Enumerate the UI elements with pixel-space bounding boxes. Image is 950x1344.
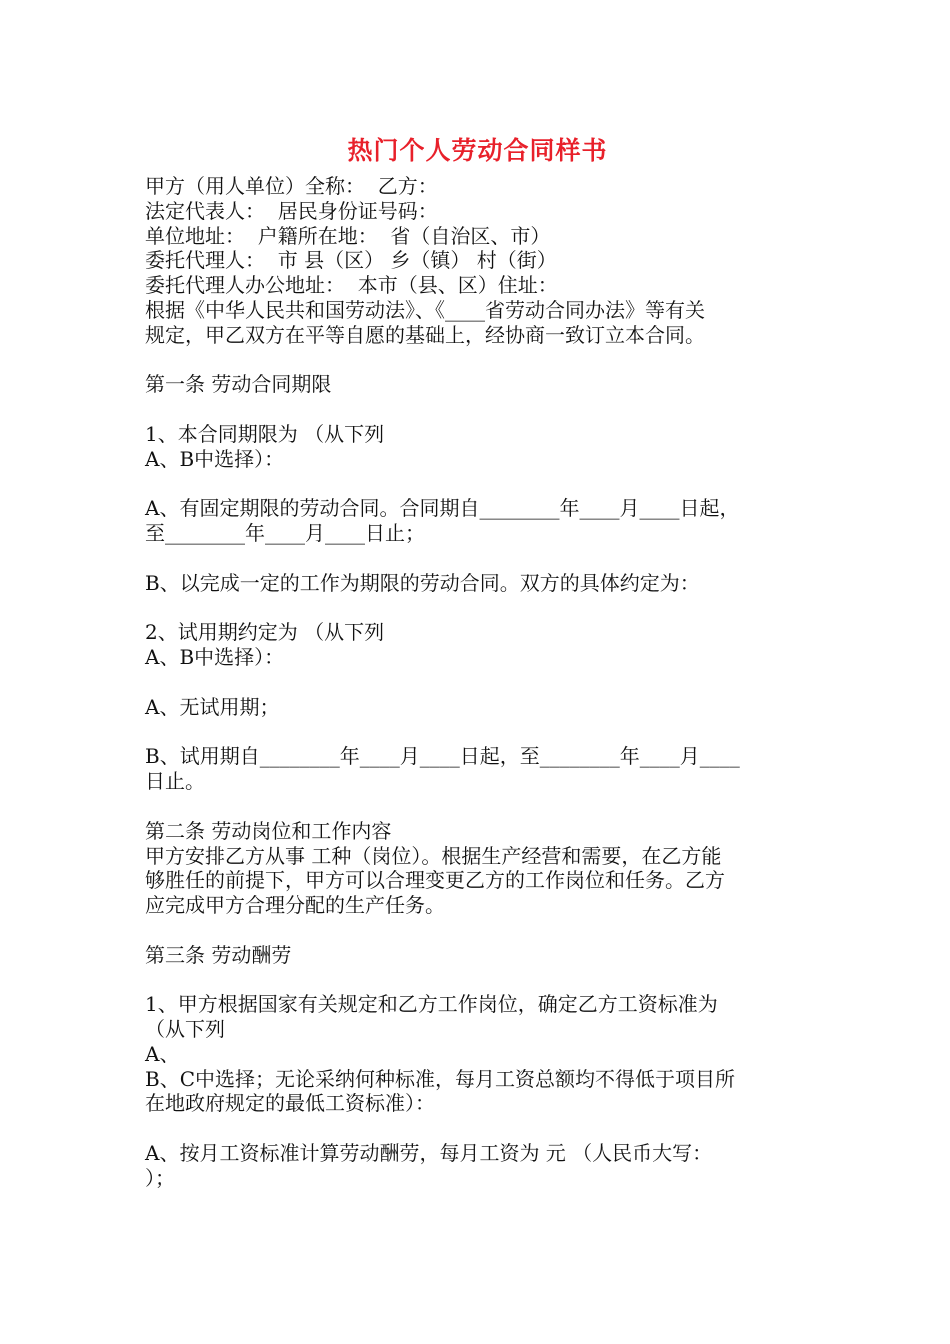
text-line: 1、甲方根据国家有关规定和乙方工作岗位，确定乙方工资标准为 [145,992,718,1017]
text-line: 根据《中华人民共和国劳动法》、《____省劳动合同办法》等有关 [145,297,705,322]
text-line: B、以完成一定的工作为期限的劳动合同。双方的具体约定为： [145,570,700,595]
blank-line [145,968,810,993]
text-line: A、有固定期限的劳动合同。合同期自________年____月____日起， [145,496,740,521]
text-line: 法定代表人： 居民身份证号码： [145,198,438,223]
blank-line [145,472,810,497]
blank-line [145,794,810,819]
text-line: 委托代理人： 市 县（区） 乡（镇） 村（街） [145,248,557,273]
text-line: 2、试用期约定为 （从下列 [145,620,385,645]
text-line: 委托代理人办公地址： 本市（县、区）住址： [145,273,558,298]
text-line: 1、本合同期限为 （从下列 [145,421,385,446]
text-line: A、按月工资标准计算劳动酬劳，每月工资为 元 （人民币大写： [145,1141,713,1166]
text-line: 甲方安排乙方从事 工种（岗位）。根据生产经营和需要，在乙方能 [145,843,722,868]
text-line: 单位地址： 户籍所在地： 省（自治区、市） [145,223,551,248]
text-line: 应完成甲方合理分配的生产任务。 [145,893,445,918]
document-title: 热门个人劳动合同样书 [347,136,608,165]
text-line: 第一条 劳动合同期限 [145,372,332,397]
blank-line [145,397,810,422]
text-line: 在地政府规定的最低工资标准）： [145,1091,435,1116]
text-line: 日止。 [145,769,205,794]
text-line: A、 [145,1041,180,1066]
text-line: A、无试用期； [145,694,280,719]
text-line: A、B中选择）： [145,446,285,471]
text-line: 甲方（用人单位）全称： 乙方： [145,174,438,198]
text-line: ）； [145,1165,175,1190]
blank-line [145,918,810,943]
text-line: （从下列 [145,1017,225,1042]
text-line: B、试用期自________年____月____日起，至________年____月____ [145,744,740,769]
text-line: 规定，甲乙双方在平等自愿的基础上，经协商一致订立本合同。 [145,322,705,347]
blank-line [145,670,810,695]
document-page [145,130,810,1191]
blank-line [145,546,810,571]
text-line: 第二条 劳动岗位和工作内容 [145,818,392,843]
blank-line [145,348,810,373]
document-body [145,174,810,1191]
blank-line [145,596,810,621]
blank-line [145,720,810,745]
text-line: 够胜任的前提下，甲方可以合理变更乙方的工作岗位和任务。乙方 [145,868,725,893]
blank-line [145,1116,810,1141]
text-line: A、B中选择）： [145,645,285,670]
text-line: 至________年____月____日止； [145,521,425,546]
text-line: 第三条 劳动酬劳 [145,942,292,967]
text-line: B、C中选择；无论采纳何种标准，每月工资总额均不得低于项目所 [145,1066,735,1091]
